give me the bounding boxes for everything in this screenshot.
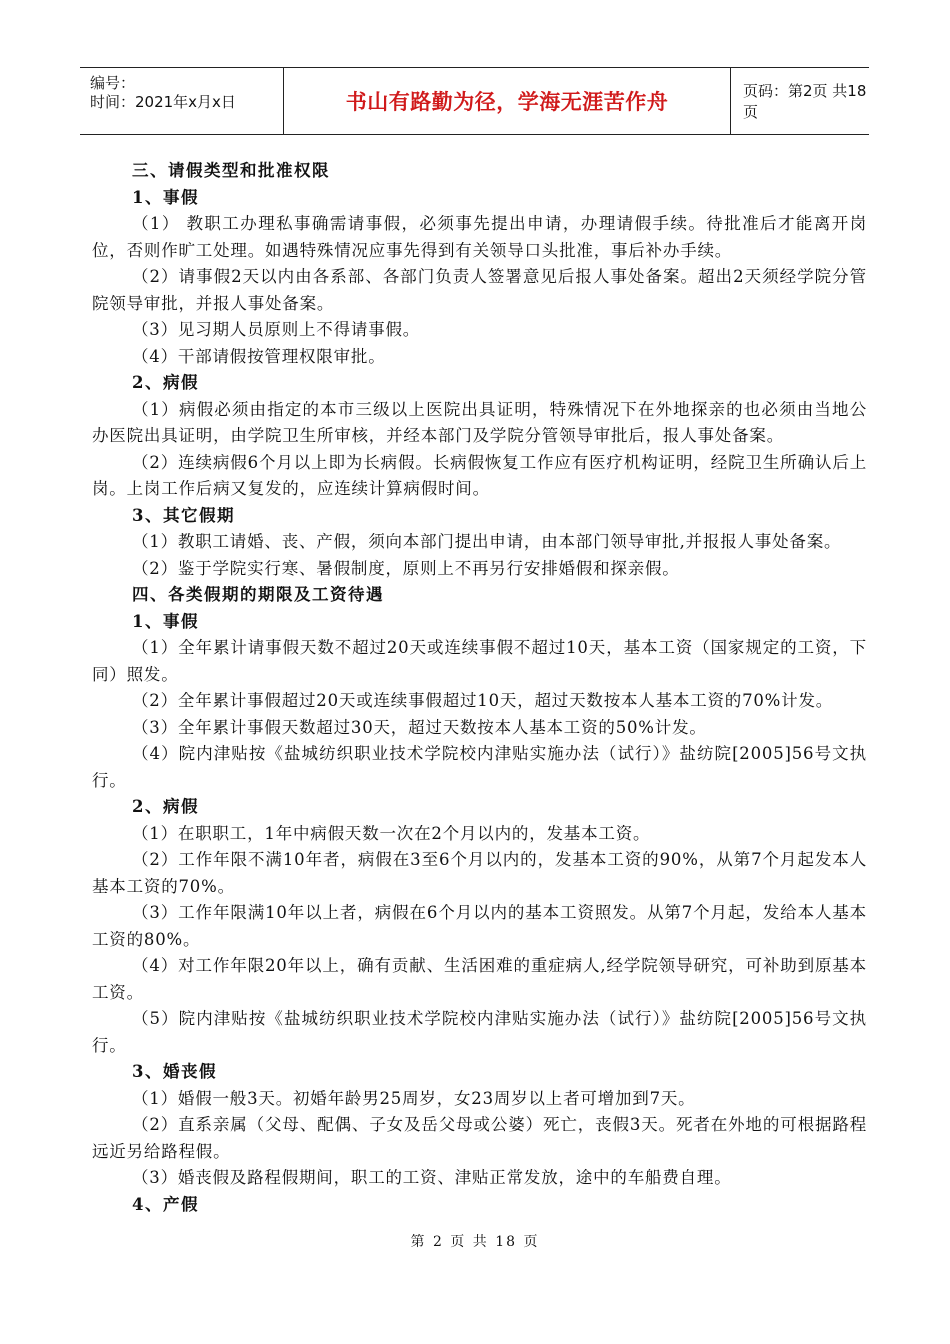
subsection-heading: 4、产假 (132, 1194, 199, 1214)
paragraph: （1）病假必须由指定的本市三级以上医院出具证明，特殊情况下在外地探亲的也必须由当地公办医院出具证明，由学院卫生所审核，并经本部门及学院分管领导审批后，报人事处备案。 (92, 399, 867, 445)
section-heading: 四、各类假期的期限及工资待遇 (132, 585, 384, 604)
paragraph: （2）直系亲属（父母、配偶、子女及岳父母或公婆）死亡，丧假3天。死者在外地的可根据路程远近另给路程假。 (92, 1115, 867, 1161)
subsection-heading: 3、其它假期 (132, 505, 235, 525)
header-page-info: 页码：第2页 共18页 (743, 82, 867, 121)
document-body (92, 158, 867, 1218)
header-page-info-cell (731, 68, 869, 134)
paragraph: （1）全年累计请事假天数不超过20天或连续事假不超过10天，基本工资（国家规定的工资，下同）照发。 (92, 638, 867, 684)
paragraph: （2）连续病假6个月以上即为长病假。长病假恢复工作应有医疗机构证明，经院卫生所确认后上岗。上岗工作后病又复发的，应连续计算病假时间。 (92, 452, 867, 498)
paragraph: （2）请事假2天以内由各系部、各部门负责人签署意见后报人事处备案。超出2天须经学院分管院领导审批，并报人事处备案。 (92, 267, 867, 313)
document-number-label: 编号： (90, 74, 136, 92)
paragraph: （3）全年累计事假天数超过30天，超过天数按本人基本工资的50%计发。 (132, 717, 707, 737)
paragraph: （3）婚丧假及路程假期间，职工的工资、津贴正常发放，途中的车船费自理。 (132, 1168, 732, 1187)
paragraph: （1） 教职工办理私事确需请事假，必须事先提出申请，办理请假手续。待批准后才能离开岗位，否则作旷工处理。如遇特殊情况应事先得到有关领导口头批准，事后补办手续。 (92, 214, 867, 260)
subsection-heading: 1、事假 (132, 611, 199, 631)
paragraph: （3）工作年限满10年以上者，病假在6个月以内的基本工资照发。从第7个月起，发给本人基本工资的80%。 (92, 903, 867, 949)
paragraph: （4）干部请假按管理权限审批。 (132, 346, 386, 366)
paragraph: （1）教职工请婚、丧、产假，须向本部门提出申请，由本部门领导审批,并报报人事处备案。 (132, 532, 842, 551)
section-heading: 三、请假类型和批准权限 (132, 161, 330, 180)
paragraph: （2）鉴于学院实行寒、暑假制度，原则上不再另行安排婚假和探亲假。 (132, 558, 680, 578)
page-header (80, 67, 869, 135)
paragraph: （4）院内津贴按《盐城纺织职业技术学院校内津贴实施办法（试行）》盐纺院[2005]56号文执行。 (92, 744, 867, 790)
subsection-heading: 2、病假 (132, 797, 199, 816)
paragraph: （1）在职职工，1年中病假天数一次在2个月以内的，发基本工资。 (132, 823, 651, 843)
header-motto: 书山有路勤为径，学海无涯苦作舟 (345, 90, 669, 114)
subsection-heading: 2、病假 (132, 373, 199, 392)
header-meta (80, 68, 284, 134)
subsection-heading: 1、事假 (132, 187, 199, 207)
paragraph: （3）见习期人员原则上不得请事假。 (132, 320, 421, 339)
page-footer: 第 2 页 共 18 页 (410, 1234, 540, 1250)
paragraph: （1）婚假一般3天。初婚年龄男25周岁，女23周岁以上者可增加到7天。 (132, 1088, 696, 1108)
paragraph: （5）院内津贴按《盐城纺织职业技术学院校内津贴实施办法（试行）》盐纺院[2005]56号文执行。 (92, 1009, 867, 1055)
paragraph: （2）全年累计事假超过20天或连续事假超过10天，超过天数按本人基本工资的70%计发。 (132, 691, 834, 710)
paragraph: （2）工作年限不满10年者，病假在3至6个月以内的，发基本工资的90%，从第7个月起发本人基本工资的70%。 (92, 850, 867, 896)
header-motto-cell (284, 68, 731, 134)
paragraph: （4）对工作年限20年以上，确有贡献、生活困难的重症病人,经学院领导研究，可补助到原基本工资。 (92, 956, 867, 1002)
subsection-heading: 3、婚丧假 (132, 1062, 217, 1081)
document-date: 时间：2021年x月x日 (90, 93, 236, 111)
